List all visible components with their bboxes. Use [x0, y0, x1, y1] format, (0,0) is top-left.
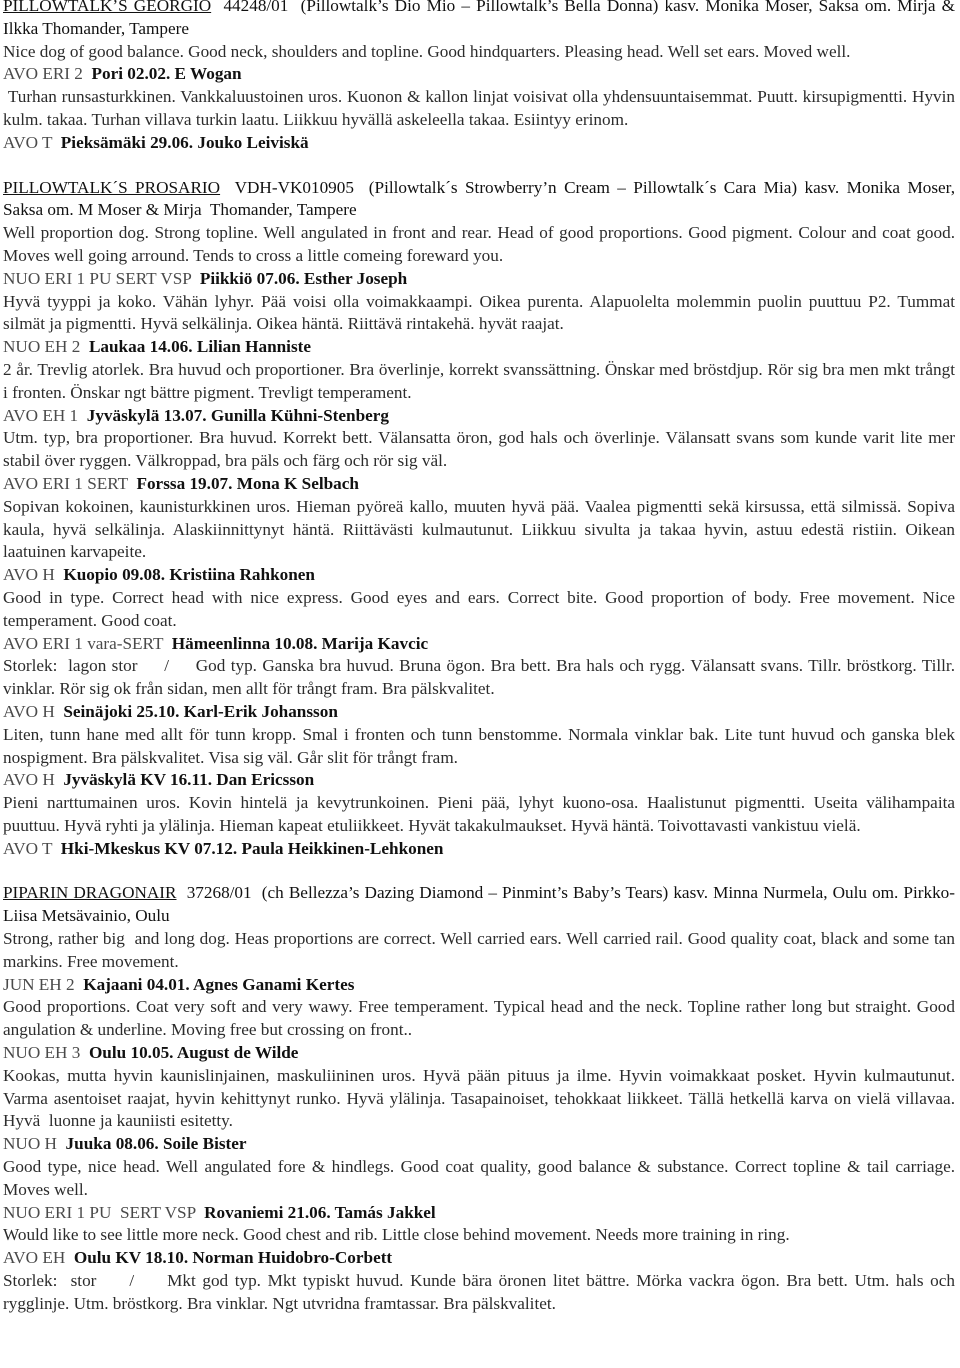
award-text: NUO ERI 1 PU SERT VSP	[3, 1202, 205, 1222]
dog-details: VDH-VK010905 (Pillowtalk´s Strowberry’n Cream – Pillowtalk´s Cara Mia) kasv. Monika Moser, Saksa om. M Moser & Mirja Thomander, Tampere	[3, 177, 960, 220]
award-text: JUN EH 2	[3, 974, 84, 994]
place-judge: Jyväskylä KV 16.11. Dan Ericsson	[63, 770, 315, 790]
dog-entry	[3, 0, 960, 155]
place-judge: Piikkiö 07.06. Esther Joseph	[199, 268, 408, 288]
dog-entry	[3, 177, 960, 861]
critique-text: Storlek: stor / Mkt god typ. Mkt typiskt huvud. Kunde bära öronen litet bättre. Mörka vackra ögon. Bra bett. Utm. hals och rygglinje. Utm. bröstkorg. Bra vinklar. Ngt utvridna framtassar. Bra pälskvalitet.	[3, 1271, 960, 1313]
dog-details: 44248/01 (Pillowtalk’s Dio Mio – Pillowtalk’s Bella Donna) kasv. Monika Moser, Saksa om. Mirja & Ilkka Thomander, Tampere	[3, 0, 960, 38]
award-text: AVO T	[3, 132, 61, 152]
result-line	[3, 838, 955, 861]
place-judge: Seinäjoki 25.10. Karl-Erik Johansson	[63, 701, 338, 721]
result-line	[3, 1247, 955, 1270]
critique-text: Hyvä tyyppi ja koko. Vähän lyhyr. Pää voisi olla voimakkaampi. Oikea purenta. Alapuolelta molemmin puolin puuttuu P2. Tummat silmät ja pigmentti. Hyvä selkälinja. Oikea häntä. Riittävä rintakehä. hyvät raajat.	[3, 291, 960, 334]
critique-text: 2 år. Trevlig atorlek. Bra huvud och proportioner. Bra överlinje, korrekt svanssättning. Önskar med bröstdjup. Rör sig bra men mkt trångt i fronten. Önskar ngt bättre pigment. Trevligt temperament.	[3, 359, 960, 402]
result-line	[3, 974, 955, 997]
dog-name: PIPARIN DRAGONAIR	[3, 883, 177, 903]
result-line	[3, 405, 955, 428]
result-line	[3, 633, 955, 656]
dog-header	[3, 177, 960, 223]
critique-text: Liten, tunn hane med allt för tunn kropp. Smal i fronten och tunn benstomme. Normala vinklar bak. Lite tunt huvud och ganska blek nospigment. Bra pälskvalitet. Visa sig väl. Går slit för trångt fram.	[3, 724, 960, 767]
result-line	[3, 63, 955, 86]
award-text: AVO EH 1	[3, 405, 87, 425]
critique-text: Sopivan kokoinen, kaunisturkkinen uros. Hieman pyöreä kallo, muuten hyvä pää. Vaalea pigmentti sekä kirsussa, että silmissä. Sopiva kaula, hyvä selkälinja. Alaskiinnittynyt häntä. Riittävästi kulmautunut. Liikkuu sivulta ja takaa hyvin, astuu edestä ristiin. Oikean laatuinen karvapeite.	[3, 496, 960, 562]
critique-text: Utm. typ, bra proportioner. Bra huvud. Korrekt bett. Välansatta öron, god hals och överlinje. Välansatt svans som kunde varit lite mer stabil över ryggen. Välkroppad, bra päls och färg och rör sig väl.	[3, 428, 960, 471]
award-text: AVO H	[3, 565, 64, 585]
place-judge: Hämeenlinna 10.08. Marija Kavcic	[171, 633, 429, 653]
dog-header	[3, 882, 955, 928]
place-judge: Hki-Mkeskus KV 07.12. Paula Heikkinen-Lehkonen	[60, 838, 444, 858]
result-line	[3, 701, 955, 724]
result-line	[3, 1042, 955, 1065]
place-judge: Rovaniemi 21.06. Tamás Jakkel	[204, 1202, 436, 1222]
award-text: AVO H	[3, 770, 64, 790]
dog-name: PILLOWTALK’S GEORGIO	[3, 0, 212, 15]
dog-details: 37268/01 (ch Bellezza’s Dazing Diamond – Pinmint’s Baby’s Tears) kasv. Minna Nurmela, Oulu om. Pirkko-Liisa Metsävainio, Oulu	[3, 883, 955, 926]
award-text: NUO ERI 1 PU SERT VSP	[3, 268, 200, 288]
show-results-document	[3, 0, 960, 1316]
critique-text: Storlek: lagon stor / God typ. Ganska bra huvud. Bruna ögon. Bra bett. Bra hals och rygg. Välansatt svans. Tillr. bröstkorg. Tillr. vinklar. Rör sig ok från sidan, men allt för trångt fram. Bra pälskvalitet.	[3, 656, 960, 699]
critique-text: Strong, rather big and long dog. Heas proportions are correct. Well carried ears. Well carried rail. Good quality coat, black and some tan markins. Free movement.	[3, 929, 960, 971]
result-line	[3, 1202, 955, 1225]
dog-header	[3, 0, 960, 41]
place-judge: Pieksämäki 29.06. Jouko Leiviskä	[60, 132, 309, 152]
award-text: AVO T	[3, 838, 61, 858]
award-text: AVO ERI 1 SERT	[3, 473, 137, 493]
place-judge: Juuka 08.06. Soile Bister	[65, 1134, 247, 1154]
place-judge: Kuopio 09.08. Kristiina Rahkonen	[63, 565, 315, 585]
critique-text: Would like to see little more neck. Good chest and rib. Little close behind movement. Needs more training in ring.	[3, 1225, 790, 1245]
place-judge: Pori 02.02. E Wogan	[91, 64, 242, 84]
critique-text: Kookas, mutta hyvin kaunislinjainen, maskuliininen uros. Hyvä pään pituus ja ilme. Hyvin voimakkaat posket. Hyvin kulmautunut. Varma asentoiset raajat, hyvin kehittynyt runko. Hyvä ylälinja. Tasapainoiset, tehokkaat liikkeet. Tällä hetkellä karva on vielä villavaa. Hyvä luonne ja kauniisti esitetty.	[3, 1065, 960, 1131]
result-line	[3, 1133, 955, 1156]
critique-text: Good in type. Correct head with nice express. Good eyes and ears. Correct bite. Good proportion of body. Free movement. Nice temperament. Good coat.	[3, 587, 960, 630]
dog-entry	[3, 882, 960, 1315]
critique-text: Well proportion dog. Strong topline. Well angulated in front and rear. Head of good proportions. Good pigment. Colour and coat good. Moves well going arround. Tends to cross a little comeing foreward you.	[3, 223, 960, 265]
result-line	[3, 564, 955, 587]
result-line	[3, 473, 955, 496]
place-judge: Oulu KV 18.10. Norman Huidobro-Corbett	[73, 1248, 393, 1268]
award-text: AVO EH	[3, 1248, 74, 1268]
award-text: NUO EH 3	[3, 1043, 89, 1063]
award-text: AVO ERI 2	[3, 64, 92, 84]
result-line	[3, 132, 955, 155]
critique-text: Good type, nice head. Well angulated fore & hindlegs. Good coat quality, good balance & substance. Correct topline & tail carriage. Moves well.	[3, 1157, 960, 1199]
result-line	[3, 336, 955, 359]
dog-name: PILLOWTALK´S PROSARIO	[3, 177, 221, 197]
critique-text: Nice dog of good balance. Good neck, shoulders and topline. Good hindquarters. Pleasing head. Well set ears. Moved well.	[3, 41, 851, 61]
critique-text: Turhan runsasturkkinen. Vankkaluustoinen uros. Kuonon & kallon linjat voisivat olla yhdensuuntaisemmat. Puutt. kirsupigmentti. Hyvin kulm. takaa. Turhan villava turkin laatu. Liikkuu hyvällä askeleella takaa. Esiintyy erinom.	[3, 87, 960, 129]
critique-text: Good proportions. Coat very soft and very wawy. Free temperament. Typical head and the neck. Topline rather long but straight. Good angulation & underline. Moving free but crossing on front..	[3, 997, 960, 1040]
award-text: AVO H	[3, 701, 64, 721]
award-text: NUO EH 2	[3, 337, 89, 357]
place-judge: Oulu 10.05. August de Wilde	[88, 1043, 299, 1063]
place-judge: Kajaani 04.01. Agnes Ganami Kertes	[83, 974, 355, 994]
critique-text: Pieni narttumainen uros. Kovin hintelä ja kevytrunkoinen. Pieni pää, lyhyt kuono-osa. Haalistunut pigmentti. Useita välihampaita puuttuu. Hyvä ryhti ja ylälinja. Hieman kapeat etuliikkeet. Hyvät takakulmaukset. Hyvä häntä. Toivottavasti vankistuu vielä.	[3, 793, 960, 835]
award-text: AVO ERI 1 vara-SERT	[3, 633, 172, 653]
place-judge: Laukaa 14.06. Lilian Hanniste	[88, 337, 311, 357]
result-line	[3, 268, 955, 291]
result-line	[3, 769, 955, 792]
award-text: NUO H	[3, 1134, 66, 1154]
place-judge: Jyväskylä 13.07. Gunilla Kühni-Stenberg	[86, 405, 389, 425]
place-judge: Forssa 19.07. Mona K Selbach	[136, 473, 359, 493]
